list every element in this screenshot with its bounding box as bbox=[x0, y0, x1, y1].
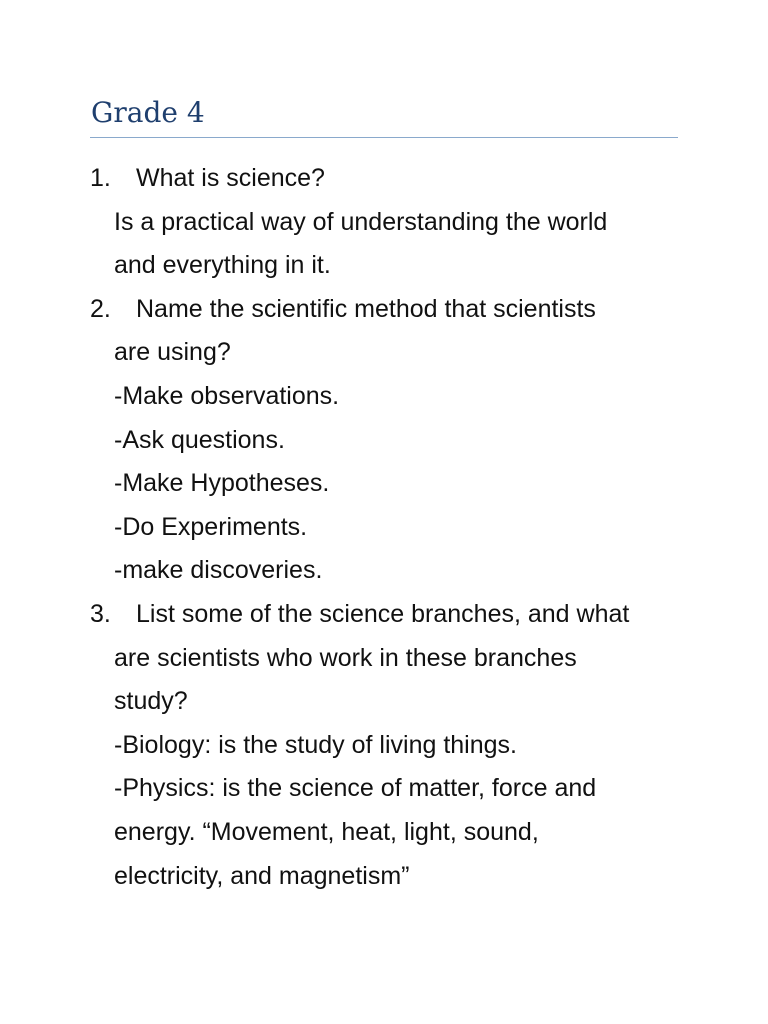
heading-underline bbox=[90, 137, 678, 138]
answer-line: Is a practical way of understanding the world bbox=[114, 207, 608, 236]
question-text: What is science? bbox=[136, 164, 325, 192]
question-text-continued: study? bbox=[114, 687, 188, 716]
question-list bbox=[90, 157, 690, 898]
question-number: 1. bbox=[90, 164, 111, 192]
answer-line: and everything in it. bbox=[114, 251, 331, 280]
question-text: List some of the science branches, and what bbox=[136, 599, 630, 628]
question-2 bbox=[90, 288, 690, 332]
answer-line: -Physics: is the science of matter, force and bbox=[114, 774, 597, 803]
question-number: 2. bbox=[90, 294, 111, 323]
question-3 bbox=[90, 593, 690, 637]
answer-line: -Do Experiments. bbox=[114, 512, 308, 541]
question-1 bbox=[90, 157, 690, 201]
answer-line: -Biology: is the study of living things. bbox=[114, 730, 517, 759]
answer-line: -Make observations. bbox=[114, 381, 340, 410]
answer-line: -make discoveries. bbox=[114, 556, 323, 585]
question-text-continued: are using? bbox=[114, 338, 231, 367]
answer-line: electricity, and magnetism” bbox=[114, 861, 410, 890]
question-text-continued: are scientists who work in these branches bbox=[114, 643, 577, 672]
document-heading: Grade 4 bbox=[91, 96, 205, 129]
question-text: Name the scientific method that scientists bbox=[136, 294, 596, 323]
question-number: 3. bbox=[90, 599, 111, 628]
answer-line: -Ask questions. bbox=[114, 425, 285, 454]
answer-line: -Make Hypotheses. bbox=[114, 469, 330, 498]
answer-line: energy. “Movement, heat, light, sound, bbox=[114, 817, 539, 846]
